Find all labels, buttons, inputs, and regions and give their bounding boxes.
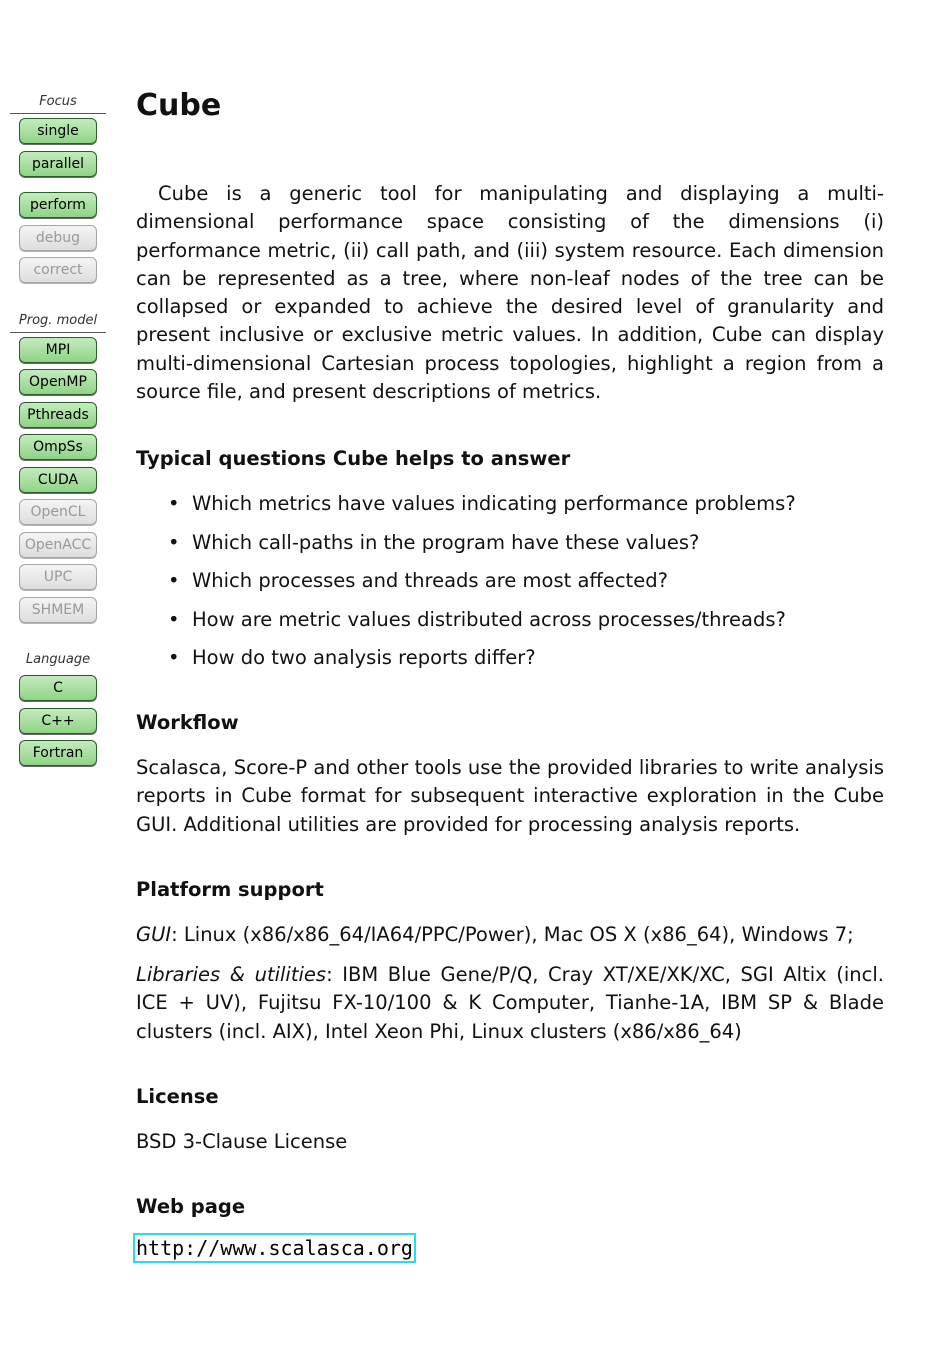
badge-perform[interactable]: perform [19, 192, 97, 218]
badge-opencl[interactable]: OpenCL [19, 499, 97, 525]
gui-text: : Linux (x86/x86_64/IA64/PPC/Power), Mac OS X (x86_64), Windows 7; [171, 922, 854, 946]
platform-gui-paragraph [136, 921, 884, 949]
badge-parallel[interactable]: parallel [19, 151, 97, 177]
focus-group-rule [10, 113, 106, 114]
badge-cuda[interactable]: CUDA [19, 467, 97, 493]
license-text: BSD 3-Clause License [136, 1130, 348, 1154]
badge-ompss[interactable]: OmpSs [19, 434, 97, 460]
license-heading: License [136, 1085, 219, 1109]
platform-libs-paragraph [136, 961, 884, 1046]
questions-list [136, 490, 884, 672]
questions-heading: Typical questions Cube helps to answer [136, 447, 571, 471]
badge-upc[interactable]: UPC [19, 564, 97, 590]
list-item: • Which processes and threads are most affected? [168, 567, 884, 595]
workflow-heading: Workflow [136, 710, 239, 734]
badge-openmp[interactable]: OpenMP [19, 369, 97, 395]
badge-fortran[interactable]: Fortran [19, 740, 97, 766]
libs-text: : IBM Blue Gene/P/Q, Cray XT/XE/XK/XC, SGI Altix (incl. ICE + UV), Fujitsu FX-10/100 & K Computer, Tianhe-1A, IBM SP & Blade clusters (incl. AIX), Intel Xeon Phi, Linux clusters (x86/x86_64) [136, 963, 884, 1043]
badge-c[interactable]: C [19, 675, 97, 701]
list-item: • How are metric values distributed across processes/threads? [168, 606, 884, 634]
gui-label: GUI [136, 922, 172, 946]
main-content [136, 86, 884, 1263]
bullet-icon: • [168, 645, 180, 669]
bullet-icon: • [168, 569, 180, 593]
language-group-title: Language [25, 652, 91, 667]
badge-mpi[interactable]: MPI [19, 337, 97, 363]
badge-cplusplus[interactable]: C++ [19, 708, 97, 734]
list-item: • Which metrics have values indicating performance problems? [168, 490, 884, 518]
prog-model-group-title: Prog. model [18, 312, 98, 328]
prog-model-group-rule [10, 332, 106, 333]
webpage-link[interactable]: http://www.scalasca.org [133, 1233, 416, 1263]
language-group [10, 675, 106, 766]
bullet-icon: • [168, 492, 180, 516]
list-item: • How do two analysis reports differ? [168, 644, 884, 672]
bullet-icon: • [168, 607, 180, 631]
badge-shmem[interactable]: SHMEM [19, 597, 97, 623]
intro-paragraph: Cube is a generic tool for manipulating and displaying a multi-dimensional performance space consisting of the dimensions (i) performance metric, (ii) call path, and (iii) system resource. Each dimension can be represented as a tree, where non-leaf nodes of the tree can be collapsed or expanded to achieve the desired level of granularity and present inclusive or exclusive metric values. In addition, Cube can display multi-dimensional Cartesian process topologies, highlight a region from a source file, and present descriptions of metrics. [136, 182, 884, 404]
list-item: • Which call-paths in the program have these values? [168, 529, 884, 557]
webpage-heading: Web page [136, 1195, 246, 1219]
platform-heading: Platform support [136, 877, 324, 901]
workflow-paragraph: Scalasca, Score-P and other tools use the provided libraries to write analysis reports in Cube format for subsequent interactive exploration in the Cube GUI. Additional utilities are provided for processing analysis reports. [136, 755, 884, 836]
mode-group [10, 192, 106, 283]
badge-single[interactable]: single [19, 118, 97, 144]
badge-pthreads[interactable]: Pthreads [19, 402, 97, 428]
bullet-icon: • [168, 530, 180, 554]
libs-label: Libraries & utilities [136, 963, 327, 987]
prog-model-group [10, 337, 106, 623]
badge-correct[interactable]: correct [19, 257, 97, 283]
focus-group [10, 118, 106, 177]
focus-group-title: Focus [39, 94, 77, 109]
sidebar [10, 93, 106, 773]
badge-debug[interactable]: debug [19, 225, 97, 251]
badge-openacc[interactable]: OpenACC [19, 532, 97, 558]
page-title: Cube [136, 88, 222, 123]
